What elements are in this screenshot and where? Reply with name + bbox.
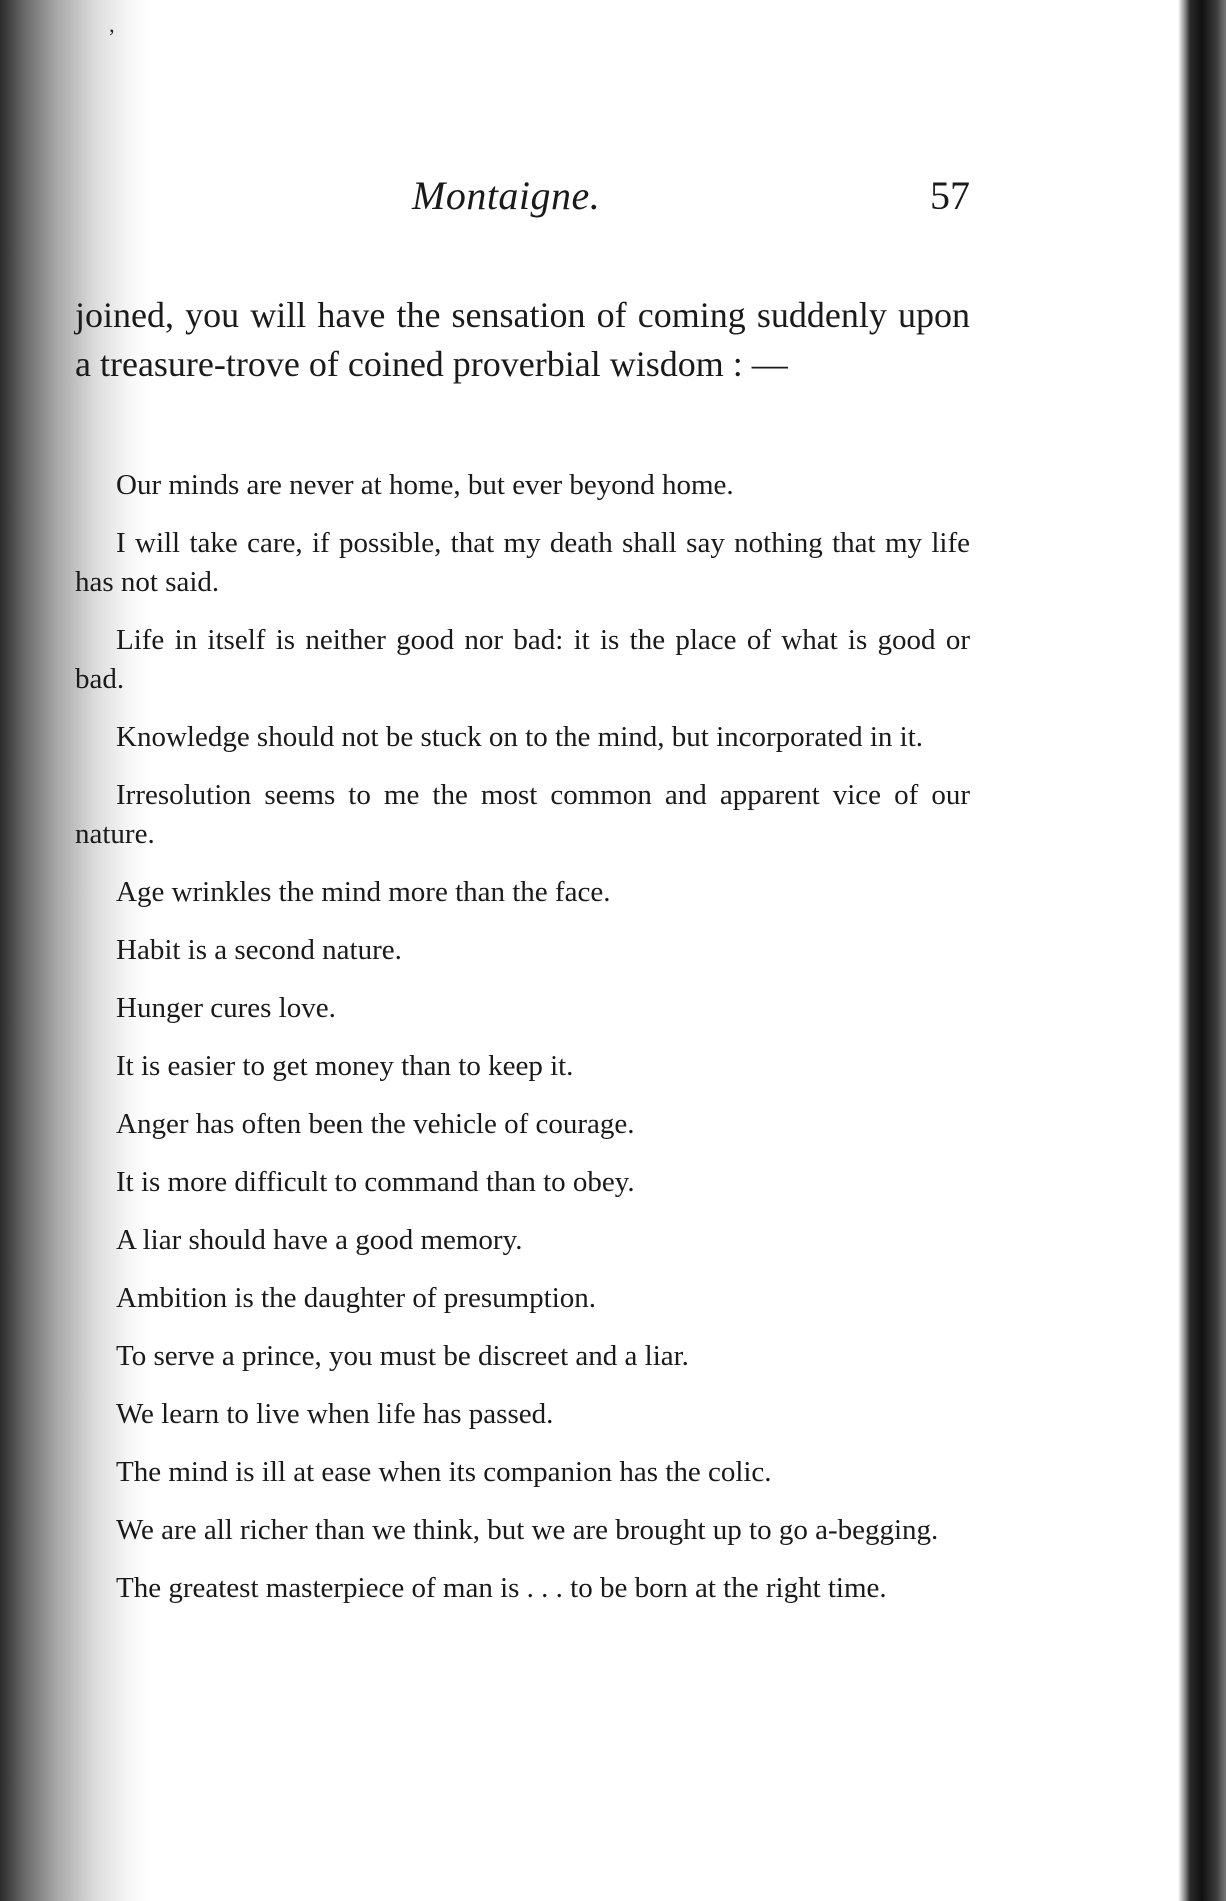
intro-paragraph: joined, you will have the sensation of coming suddenly upon a treasure-trove of coined proverbial wisdom : — bbox=[75, 295, 970, 384]
right-page-edge bbox=[1178, 0, 1226, 1901]
quote: The mind is ill at ease when its companion has the colic. bbox=[116, 1456, 772, 1488]
quote: Ambition is the daughter of presumption. bbox=[116, 1282, 597, 1314]
quote: Life in itself is neither good nor bad: it is the place of what is good or bad. bbox=[75, 624, 970, 695]
quote: It is easier to get money than to keep it. bbox=[116, 1050, 574, 1082]
page-header bbox=[400, 172, 970, 222]
quote: It is more difficult to command than to obey. bbox=[116, 1166, 635, 1198]
quote: Irresolution seems to me the most common and apparent vice of our nature. bbox=[75, 779, 970, 850]
quote: Knowledge should not be stuck on to the mind, but incorporated in it. bbox=[116, 721, 924, 753]
stray-ink-mark: ’ bbox=[108, 24, 116, 49]
page-number: 57 bbox=[930, 173, 970, 218]
quote: Our minds are never at home, but ever beyond home. bbox=[116, 469, 734, 501]
quote-list bbox=[75, 466, 970, 1627]
quote: A liar should have a good memory. bbox=[116, 1224, 523, 1256]
quote: We learn to live when life has passed. bbox=[116, 1398, 554, 1430]
quote: Age wrinkles the mind more than the face. bbox=[116, 876, 611, 908]
quote: Anger has often been the vehicle of courage. bbox=[116, 1108, 635, 1140]
quote: I will take care, if possible, that my death shall say nothing that my life has not said. bbox=[75, 527, 970, 598]
quote: The greatest masterpiece of man is . . . to be born at the right time. bbox=[116, 1572, 887, 1604]
running-title: Montaigne. bbox=[412, 173, 601, 218]
quote: Habit is a second nature. bbox=[116, 934, 402, 966]
quote: We are all richer than we think, but we are brought up to go a-begging. bbox=[116, 1514, 939, 1546]
quote: Hunger cures love. bbox=[116, 992, 336, 1024]
quote: To serve a prince, you must be discreet and a liar. bbox=[116, 1340, 689, 1372]
